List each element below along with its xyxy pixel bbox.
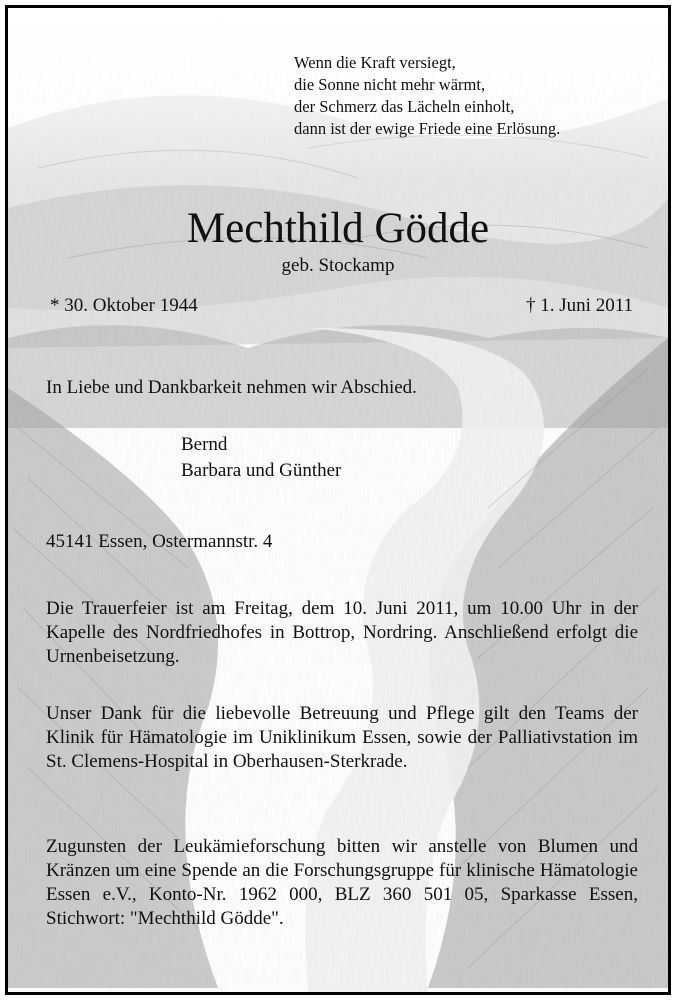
mourner-name: Bernd [181, 434, 228, 455]
poem [294, 52, 560, 140]
funeral-service-paragraph: Die Trauerfeier ist am Freitag, dem 10. Juni 2011, um 10.00 Uhr in der Kapelle des Nordfriedhofes in Bottrop, Nordring. Anschließend erfolgt die Urnenbeisetzung. [46, 598, 638, 667]
mourners-list [181, 432, 341, 484]
family-address: 45141 Essen, Ostermannstr. 4 [46, 531, 273, 552]
birth-date: * 30. Oktober 1944 [50, 295, 198, 316]
maiden-name: geb. Stockamp [281, 255, 395, 276]
poem-line: der Schmerz das Lächeln einholt, [294, 97, 515, 116]
poem-line: Wenn die Kraft versiegt, [294, 53, 456, 72]
donation-paragraph: Zugunsten der Leukämieforschung bitten wir anstelle von Blumen und Kränzen um eine Spende an die Forschungsgruppe für klinische Hämatologie Essen e.V., Konto-Nr. 1962 000, BLZ 360 501 05, Sparkasse Essen, Stichwort: "Mechthild Gödde". [46, 836, 638, 929]
death-date: † 1. Juni 2011 [526, 295, 633, 316]
farewell-line: In Liebe und Dankbarkeit nehmen wir Abschied. [46, 377, 417, 398]
poem-line: die Sonne nicht mehr wärmt, [294, 75, 486, 94]
mourner-name: Barbara und Günther [181, 460, 342, 481]
obituary-notice [5, 5, 671, 995]
poem-line: dann ist der ewige Friede eine Erlösung. [294, 119, 561, 138]
thanks-paragraph: Unser Dank für die liebevolle Betreuung und Pflege gilt den Teams der Klinik für Hämatologie im Uniklinikum Essen, sowie der Palliativstation im St. Clemens-Hospital in Oberhausen-Sterkrade. [46, 703, 638, 772]
deceased-name: Mechthild Gödde [186, 205, 490, 252]
